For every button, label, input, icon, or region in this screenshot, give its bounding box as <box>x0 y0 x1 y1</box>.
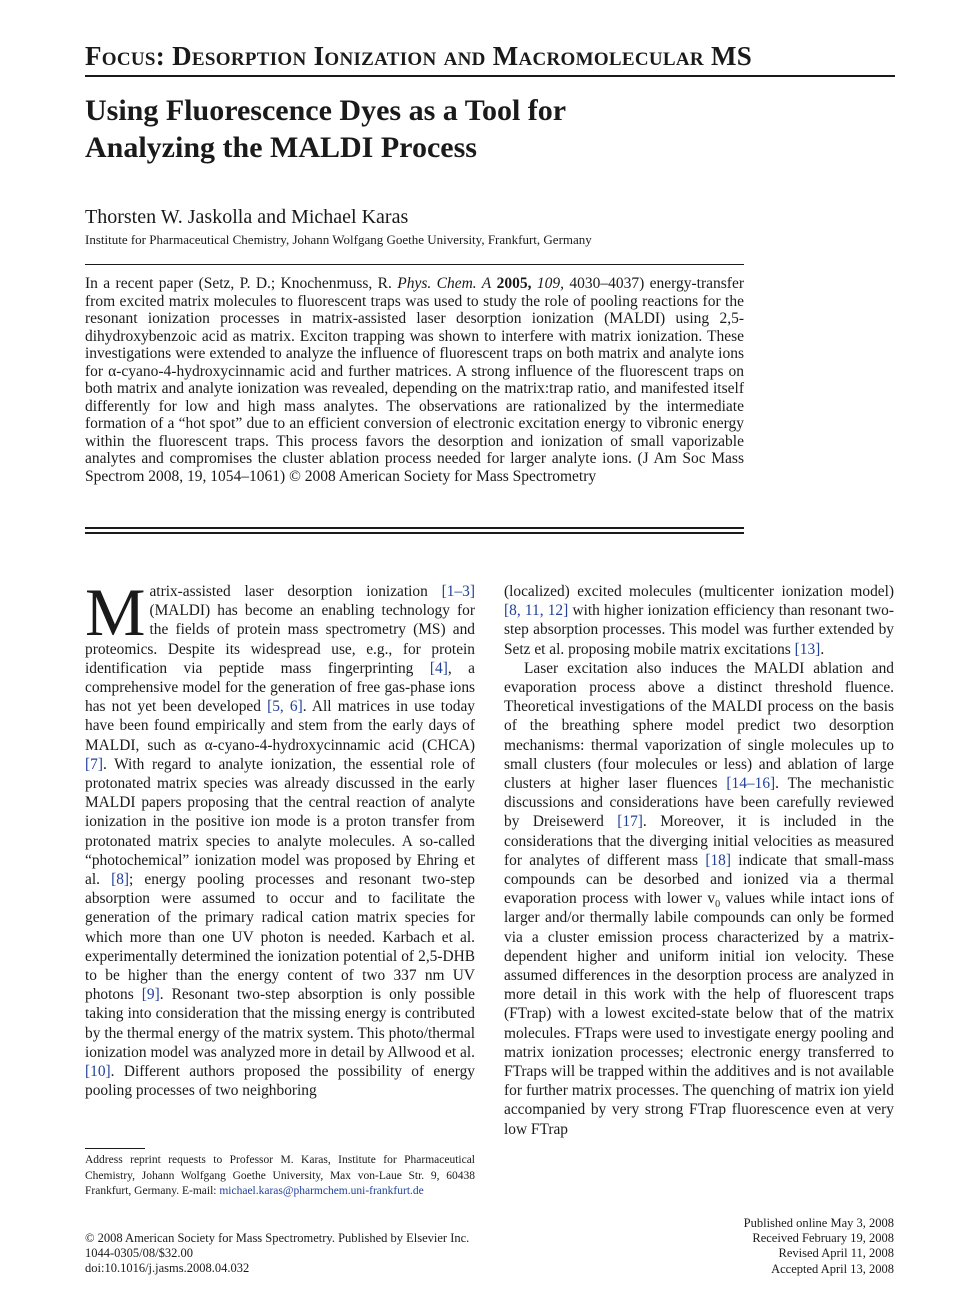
section-header <box>85 40 895 72</box>
doi: doi:10.1016/j.jasms.2008.04.032 <box>85 1261 250 1276</box>
subscript: 0 <box>715 899 721 911</box>
abstract-bottom-rule-2 <box>85 532 744 534</box>
body-text: , a comprehensive model for the generation of free gas-phase ions has not yet been developed <box>85 659 475 716</box>
body-text: . The mechanistic discussions and considerations have been carefully reviewed by Dreisewerd <box>504 775 894 831</box>
body-text: . All matrices in use today have been found empirically and stem from the early days of MALDI, such as α-cyano-4-hydroxycinnamic acid (CHCA) <box>85 698 475 754</box>
abstract-year: 2005, <box>496 275 532 292</box>
citation-link[interactable]: [9] <box>141 986 160 1004</box>
publication-info <box>85 1231 469 1277</box>
body-text: atrix-assisted laser desorption ionization <box>149 583 442 600</box>
body-text: . Moreover, it is included in the considerations that the diverging initial velocities as measured for analytes of different mass <box>504 813 894 869</box>
body-text: . Resonant two-step absorption is only possible taking into consideration that the missing energy is contributed by the thermal energy of the matrix system. This photo/thermal ionization model was analyzed more in detail by Allwood et al. <box>85 986 476 1061</box>
citation-link[interactable]: [14–16] <box>726 775 776 793</box>
section-title: Focus: Desorption Ionization and Macromolecular MS <box>85 41 753 71</box>
body-column-right <box>504 582 894 1139</box>
citation-link[interactable]: [10] <box>85 1063 111 1081</box>
body-text: . With regard to analyte ionization, the essential role of protonated matrix species was already discussed in the early MALDI papers proposing that the central reaction of analyte ionization in the positive ion mode is a proton transfer from protonated matrix species to analyte molecules. A so-called “photochemical” ionization model was proposed by Ehring et al. <box>85 755 475 889</box>
copyright: © 2008 American Society for Mass Spectrometry. Published by Elsevier Inc. <box>85 1231 470 1245</box>
paragraph <box>85 574 476 1100</box>
header-rule <box>85 75 895 77</box>
abstract <box>85 275 744 485</box>
citation-link[interactable]: [13] <box>794 640 821 658</box>
drop-cap: M <box>85 574 146 650</box>
footnote-rule <box>85 1148 145 1149</box>
title-line-1: Using Fluorescence Dyes as a Tool for <box>85 94 567 127</box>
body-column-left <box>85 574 476 1100</box>
citation-link[interactable]: [7] <box>85 755 103 773</box>
citation-link[interactable]: [5, 6] <box>267 698 303 716</box>
correspondence-footnote <box>85 1153 475 1200</box>
abstract-journal: Phys. Chem. A <box>397 275 492 292</box>
received-date: Received February 19, 2008 <box>752 1231 894 1246</box>
abstract-top-rule <box>85 264 744 265</box>
body-text: (localized) excited molecules (multicenter ionization model) <box>504 583 894 600</box>
footnote-text: Address reprint requests to Professor M. Karas, Institute for Pharmaceutical Chemistry, Johann Wolfgang Goethe University, Max von-Laue Str. 9, 60438 Frankfurt, Germany. E-mail: <box>85 1154 475 1197</box>
abstract-bottom-rule-1 <box>85 527 744 529</box>
body-text: Laser excitation also induces the MALDI ablation and evaporation process above a distinct threshold fluence. Theoretical investigations of the MALDI process on the basis of the breathing sphere model predict two desorption mechanisms: thermal vaporization of single molecules up to small clusters (four molecules or less) and ablation of large clusters at higher laser fluences <box>504 659 894 793</box>
publication-dates <box>744 1216 894 1277</box>
citation-link[interactable]: [8, 11, 12] <box>504 602 569 620</box>
body-text: with higher ionization efficiency than resonant two-step absorption processes. This model was further extended by Setz et al. proposing mobile matrix excitations <box>504 602 895 658</box>
accepted-date: Accepted April 13, 2008 <box>771 1261 894 1276</box>
body-text: . Different authors proposed the possibility of energy pooling processes of two neighboring <box>85 1063 475 1100</box>
abstract-text-2: 4030–4037) energy-transfer from excited matrix molecules to fluorescent traps was used to study the role of pooling reactions for the resonant ionization processes in matrix-assisted laser desorption ionization (MALDI) using 2,5-dihydroxybenzoic acid as matrix. Exciton trapping was shown to interfere with matrix ionization. These investigations were extended to analyze the influence of fluorescent traps on both matrix and analyte ions for α-cyano-4-hydroxycinnamic acid and further matrices. A strong influence of the fluorescent traps on both matrix and analyte ionization was revealed, depending on the matrix:trap ratio, and manifested itself differently for low and high mass analytes. The observations are rationalized by the intermediate formation of a “hot spot” due to an efficient conversion of electronic excitation energy to vibronic energy within the fluorescent traps. This process favors the desorption and ionization of small vaporizable analytes and compromises the cluster ablation process needed for larger analyte ions. (J Am Soc Mass Spectrom 2008, 19, 1054–1061) © 2008 American Society for Mass Spectrometry <box>85 275 745 485</box>
issn: 1044-0305/08/$32.00 <box>85 1246 193 1261</box>
body-text: ; energy pooling processes and resonant two-step absorption were assumed to occur and to facilitate the generation of the primary radical cation matrix species for which more than one UV photon is needed. Karbach et al. experimentally determined the ionization potential of 2,5-DHB to be higher than the energy content of two 337 nm UV photons <box>85 871 475 1004</box>
published-online: Published online May 3, 2008 <box>743 1216 894 1230</box>
email-link[interactable]: michael.karas@pharmchem.uni-frankfurt.de <box>219 1185 424 1197</box>
authors: Thorsten W. Jaskolla and Michael Karas <box>85 206 409 228</box>
revised-date: Revised April 11, 2008 <box>778 1246 894 1261</box>
citation-link[interactable]: [17] <box>617 813 643 831</box>
body-text: (MALDI) has become an enabling technology for the fields of protein mass spectrometry (MS) and proteomics. Despite its widespread use, e.g., for protein identification via peptide mass fingerprinting <box>85 602 475 677</box>
affiliation: Institute for Pharmaceutical Chemistry, Johann Wolfgang Goethe University, Frankfurt, Germany <box>85 232 592 247</box>
body-text: values while intact ions of larger and/or thermally labile compounds can only be formed via a cluster emission process characterized by a matrix-dependent higher and uniform initial ion velocity. These assumed differences in the desorption process are analyzed in more detail in this work with the help of fluorescent traps (FTrap) with a lowest excited-state below that of the matrix molecules. FTraps were used to investigate energy pooling and matrix ionization processes; electronic energy transferred to FTraps will be trapped within the additives and is not available for further matrix processes. The quenching of matrix ion yield accompanied by very strong FTrap fluorescence even at very low FTrap <box>504 890 894 1138</box>
citation-link[interactable]: [18] <box>705 851 731 869</box>
title-line-2: Analyzing the MALDI Process <box>85 131 477 164</box>
citation-link[interactable]: [1–3] <box>441 583 475 600</box>
article-title <box>85 92 845 166</box>
abstract-text-1: In a recent paper (Setz, P. D.; Knochenmuss, R. <box>85 275 398 292</box>
abstract-volume: 109, <box>536 275 564 292</box>
citation-link[interactable]: [8] <box>111 871 130 889</box>
body-text: indicate that small-mass compounds can be desorbed and ionized via a thermal evaporation process with lower v <box>504 851 894 908</box>
citation-link[interactable]: [4] <box>429 659 448 677</box>
paragraph <box>504 582 894 659</box>
body-text: . <box>820 640 825 658</box>
paragraph <box>504 659 894 1139</box>
